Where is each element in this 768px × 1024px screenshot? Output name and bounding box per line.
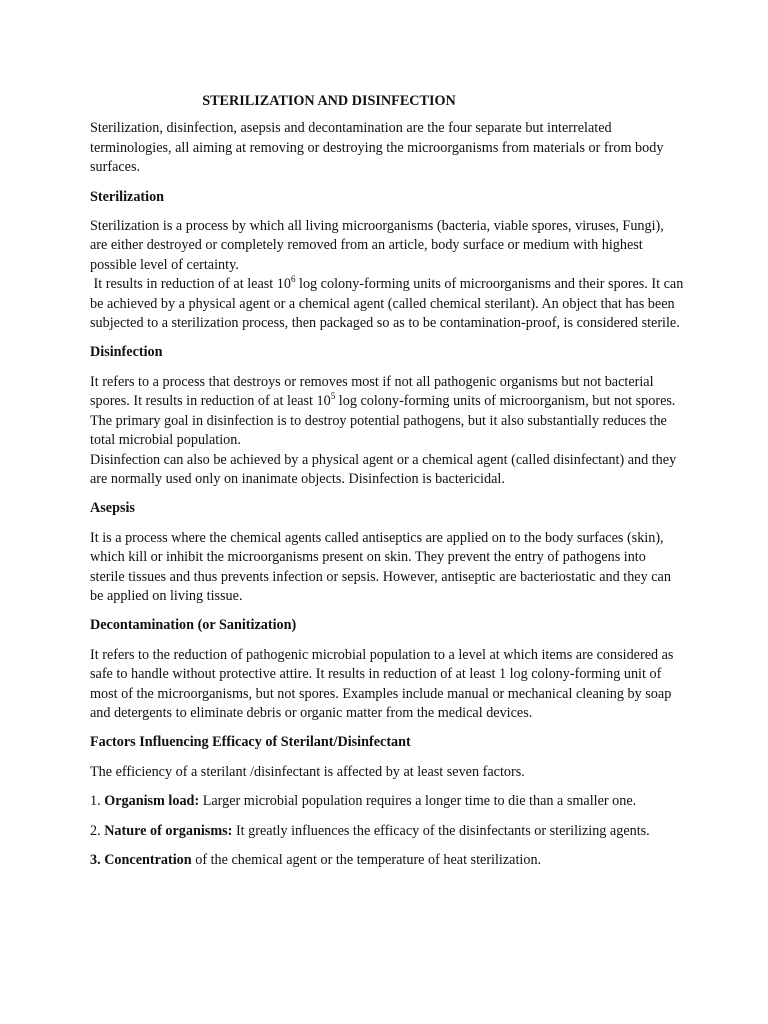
factor-term: Organism load: <box>104 793 200 810</box>
factor-term: Nature of organisms: <box>104 822 233 839</box>
disinfection-paragraph-1 <box>90 373 684 451</box>
page-title <box>90 92 684 111</box>
document-body <box>90 92 684 880</box>
factor-number: 1. <box>90 793 105 810</box>
sterilization-text-2b: log colony-forming units of microorganisms and their spores. It can be achieved by a physical agent or a chemical agent (called chemical sterilant). An object that has been subjected to a sterilization process, then packaged so as to be contamination-proof, is considered sterile. <box>90 276 684 332</box>
factor-text: It greatly influences the efficacy of the disinfectants or sterilizing agents. <box>232 822 650 839</box>
title-text: STERILIZATION AND DISINFECTION <box>202 93 456 109</box>
sterilization-heading: Sterilization <box>90 188 165 205</box>
decontamination-heading: Decontamination (or Sanitization) <box>90 617 297 634</box>
exponent-6: 6 <box>290 274 296 285</box>
factor-item <box>90 822 684 841</box>
decontamination-paragraph: It refers to the reduction of pathogenic microbial population to a level at which items are considered as safe to handle without protective attire. It results in reduction of at least 1 log colony-forming unit of most of the microorganisms, but not spores. Examples include manual or mechanical cleaning by soap and detergents to eliminate debris or organic matter from the medical devices. <box>90 646 674 721</box>
intro-paragraph: Sterilization, disinfection, asepsis and decontamination are the four separate but interrelated terminologies, all aiming at removing or destroying the microorganisms from materials or from body surfaces. <box>90 120 664 176</box>
disinfection-paragraph-2: Disinfection can also be achieved by a physical agent or a chemical agent (called disinfectant) and they are normally used only on inanimate objects. Disinfection is bactericidal. <box>90 451 677 487</box>
factors-intro: The efficiency of a sterilant /disinfectant is affected by at least seven factors. <box>90 763 525 780</box>
factor-item <box>90 851 684 870</box>
factor-item <box>90 792 684 811</box>
exponent-5: 5 <box>330 391 336 402</box>
factor-text: Larger microbial population requires a longer time to die than a smaller one. <box>199 793 637 810</box>
factor-term: 3. Concentration <box>90 852 192 868</box>
sterilization-text-2a: It results in reduction of at least 10 <box>90 276 291 293</box>
sterilization-paragraph-1 <box>90 217 684 275</box>
factor-number: 2. <box>90 822 105 839</box>
asepsis-heading: Asepsis <box>90 500 135 517</box>
factors-heading: Factors Influencing Efficacy of Sterilant/Disinfectant <box>90 734 411 751</box>
sterilization-paragraph-2 <box>90 275 684 333</box>
factor-text: of the chemical agent or the temperature of heat sterilization. <box>191 852 542 868</box>
disinfection-text-1a: It refers to a process that destroys or removes most if not all pathogenic organisms but not bacterial spores. It results in reduction of at least 10 <box>90 373 654 410</box>
asepsis-paragraph: It is a process where the chemical agents called antiseptics are applied on to the body surfaces (skin), which kill or inhibit the microorganisms present on skin. They prevent the entry of pathogens into sterile tissues and thus prevents infection or sepsis. However, antiseptic are bacteriostatic and they can be applied on living tissue. <box>90 529 671 604</box>
disinfection-heading: Disinfection <box>90 344 163 361</box>
disinfection-text-1b: log colony-forming units of microorganism, but not spores. The primary goal in disinfection is to destroy potential pathogens, but it also substantially reduces the total microbial population. <box>90 393 676 449</box>
sterilization-text-1: Sterilization is a process by which all living microorganisms (bacteria, viable spores, viruses, Fungi), are either destroyed or completely removed from an article, body surface or medium with highest possible level of certainty. <box>90 218 664 273</box>
